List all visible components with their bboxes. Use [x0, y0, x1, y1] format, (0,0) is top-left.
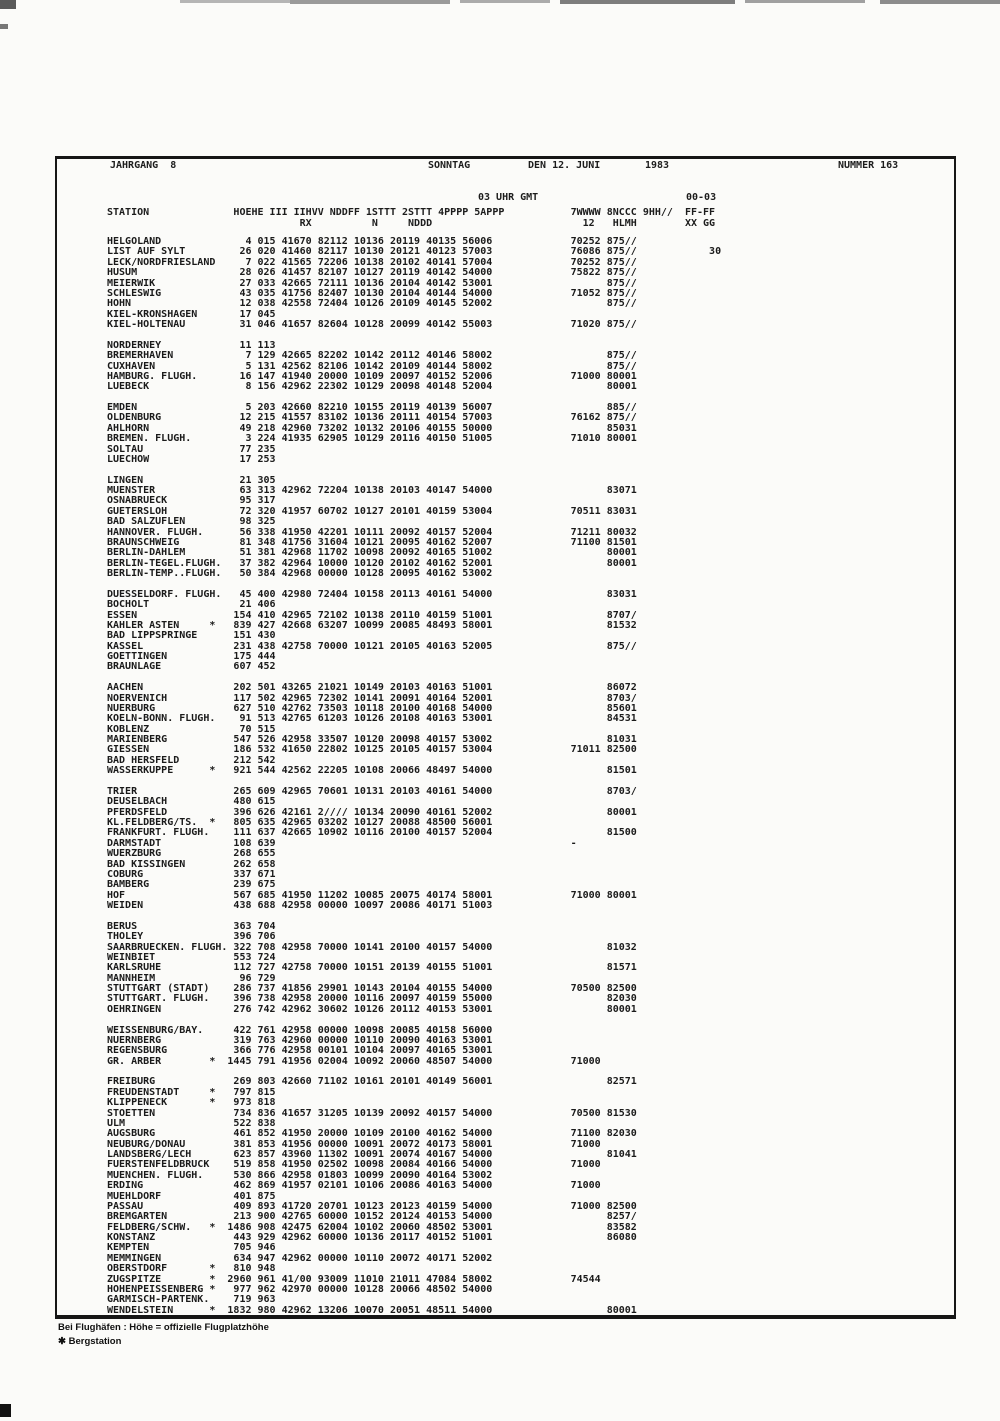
station-row: BERUS 363 704 — [107, 920, 276, 932]
station-row: SCHLESWIG 43 035 41756 82407 10130 20104 40144 54000 71052 875// — [107, 287, 637, 299]
station-row: FUERSTENFELDBRUCK 519 858 41950 02502 10098 20084 40166 54000 71000 — [107, 1159, 601, 1171]
station-row: HUSUM 28 026 41457 82107 10127 20119 40142 54000 75822 875// — [107, 267, 637, 279]
masthead-year: 1983 — [645, 160, 670, 171]
station-row: KOELN-BONN. FLUGH. 91 513 42765 61203 10126 20108 40163 53001 84531 — [107, 713, 637, 725]
column-header-line1: STATION HOEHE III IIHVV NDDFF 1STTT 2STTT 4PPPP 5APPP 7WWWW 8NCCC 9HH// FF-FF — [107, 207, 716, 218]
obs-period: 00-03 — [686, 192, 717, 203]
station-row: KAHLER ASTEN * 839 427 42668 63207 10099 20085 48493 58001 81532 — [107, 619, 637, 631]
station-row: HAMBURG. FLUGH. 16 147 41940 20000 10109 20097 40152 52006 71000 80001 — [107, 370, 637, 382]
station-row: THOLEY 396 706 — [107, 931, 276, 943]
station-row: HOHN 12 038 42558 72404 10126 20109 40145 52002 875// — [107, 298, 637, 310]
row-group-separator — [107, 1015, 721, 1025]
scan-artifact — [880, 0, 1000, 4]
masthead-weekday: SONNTAG — [428, 160, 471, 171]
masthead-date: DEN 12. JUNI — [528, 160, 601, 171]
station-row: MARIENBERG 547 526 42958 33507 10120 20098 40157 53002 81031 — [107, 734, 637, 745]
scan-artifact — [180, 0, 290, 3]
station-row: LANDSBERG/LECH 623 857 43960 11302 10091 20074 40167 54000 81041 — [107, 1149, 637, 1160]
station-row: OEHRINGEN 276 742 42962 30602 10126 20112 40153 53001 80001 — [107, 1003, 637, 1015]
scan-artifact — [0, 24, 8, 29]
station-row: WEISSENBURG/BAY. 422 761 42958 00000 10098 20085 40158 56000 — [107, 1024, 493, 1036]
station-row: CUXHAVEN 5 131 42562 82106 10142 20109 40144 58002 875// — [107, 360, 637, 372]
station-row: NOERVENICH 117 502 42965 72302 10141 20091 40164 52001 8703/ — [107, 692, 637, 704]
station-row: NORDERNEY 11 113 — [107, 339, 276, 351]
station-row: FREIBURG 269 803 42660 71102 10161 20101 40149 56001 82571 — [107, 1076, 637, 1088]
station-row: WEINBIET 553 724 — [107, 951, 276, 963]
station-row: KLIPPENECK * 973 818 — [107, 1097, 276, 1109]
station-row: BREMERHAVEN 7 129 42665 82202 10142 20112 40146 58002 875// — [107, 350, 637, 362]
station-row: LUEBECK 8 156 42962 22302 10129 20098 40148 52004 80001 — [107, 381, 637, 393]
station-row: MUEHLDORF 401 875 — [107, 1190, 276, 1202]
station-row: HOHENPEISSENBERG * 977 962 42970 00000 10128 20066 48502 54000 — [107, 1283, 493, 1295]
station-row: OBERSTDORF * 810 948 — [107, 1263, 276, 1275]
station-row: NUERBURG 627 510 42762 73503 10118 20100 40168 54000 85601 — [107, 702, 637, 714]
station-row: MEIERWIK 27 033 42665 72111 10136 20104 40142 53001 875// — [107, 277, 637, 289]
station-row: BAD LIPPSPRINGE 151 430 — [107, 630, 276, 642]
station-row: REGENSBURG 366 776 42958 00101 10104 20097 40165 53001 — [107, 1045, 493, 1057]
station-row: AHLHORN 49 218 42960 73202 10132 20106 40155 50000 85031 — [107, 422, 637, 434]
station-row: SOLTAU 77 235 — [107, 443, 276, 455]
station-row: WASSERKUPPE * 921 544 42562 22205 10108 20066 48497 54000 81501 — [107, 765, 637, 777]
station-row: GR. ARBER * 1445 791 41956 02004 10092 20060 48507 54000 71000 — [107, 1055, 601, 1067]
scan-artifact — [560, 0, 735, 4]
station-row: GIESSEN 186 532 41650 22802 10125 20105 40157 53004 71011 82500 — [107, 744, 637, 756]
station-row: KIEL-HOLTENAU 31 046 41657 82604 10128 20099 40142 55003 71020 875// — [107, 319, 637, 330]
masthead-nummer: NUMMER 163 — [838, 160, 899, 171]
station-row: KOBLENZ 70 515 — [107, 723, 276, 735]
station-row: MANNHEIM 96 729 — [107, 972, 276, 984]
station-row: AACHEN 202 501 43265 21021 10149 20103 40163 51001 86072 — [107, 682, 637, 694]
station-row: BAD HERSFELD 212 542 — [107, 754, 276, 766]
station-row: STUTTGART (STADT) 286 737 41856 29901 10143 20104 40155 54000 70500 82500 — [107, 983, 637, 994]
station-row: NUERNBERG 319 763 42960 00000 10110 20090 40163 53001 — [107, 1034, 493, 1046]
station-row: STOETTEN 734 836 41657 31205 10139 20092 40157 54000 70500 81530 — [107, 1107, 637, 1119]
station-row: KONSTANZ 443 929 42962 60000 10136 20117 40152 51001 86080 — [107, 1232, 637, 1243]
station-row: LECK/NORDFRIESLAND 7 022 41565 72206 10138 20102 40141 57004 70252 875// — [107, 256, 637, 268]
station-row: WUERZBURG 268 655 — [107, 848, 276, 860]
scan-artifact — [0, 0, 16, 9]
station-row: BAD KISSINGEN 262 658 — [107, 858, 276, 870]
station-row: HOF 567 685 41950 11202 10085 20075 40174 58001 71000 80001 — [107, 889, 637, 901]
station-row: BERLIN-DAHLEM 51 381 42968 11702 10098 20092 40165 51002 80001 — [107, 547, 637, 559]
station-row: BOCHOLT 21 406 — [107, 599, 276, 611]
station-row: PASSAU 409 893 41720 20701 10123 20123 40159 54000 71000 82500 — [107, 1200, 637, 1212]
masthead-jahrgang: JAHRGANG 8 — [110, 160, 177, 171]
station-row: DEUSELBACH 480 615 — [107, 796, 276, 808]
station-row: OSNABRUECK 95 317 — [107, 495, 276, 507]
station-row: KIEL-KRONSHAGEN 17 045 — [107, 308, 276, 320]
station-row: FRANKFURT. FLUGH. 111 637 42665 10902 10116 20100 40157 52004 81500 — [107, 827, 637, 839]
station-row: LINGEN 21 305 — [107, 474, 276, 486]
station-row: KL.FELDBERG/TS. * 805 635 42965 03202 10127 20088 48500 56001 — [107, 817, 493, 828]
footnote-airport-height: Bei Flughäfen : Höhe = offizielle Flugplatzhöhe — [58, 1322, 269, 1333]
scan-artifact — [290, 0, 450, 4]
station-row: BERLIN-TEMP..FLUGH. 50 384 42968 00000 10128 20095 40162 53002 — [107, 568, 493, 579]
station-row: STUTTGART. FLUGH. 396 738 42958 20000 10116 20097 40159 55000 82030 — [107, 993, 637, 1005]
scan-artifact — [460, 0, 550, 3]
station-row: ERDING 462 869 41957 02101 10106 20086 40163 54000 71000 — [107, 1180, 601, 1192]
station-row: BAMBERG 239 675 — [107, 879, 276, 891]
station-row: SAARBRUECKEN. FLUGH. 322 708 42958 70000 10141 20100 40157 54000 81032 — [107, 941, 637, 953]
station-row: ULM 522 838 — [107, 1117, 276, 1129]
station-row: BAD SALZUFLEN 98 325 — [107, 516, 276, 528]
station-row: GOETTINGEN 175 444 — [107, 651, 276, 662]
station-row: NEUBURG/DONAU 381 853 41956 00000 10091 20072 40173 58001 71000 — [107, 1138, 601, 1150]
station-row: ESSEN 154 410 42965 72102 10138 20110 40159 51001 8707/ — [107, 609, 637, 621]
station-row: LIST AUF SYLT 26 020 41460 82117 10130 20121 40123 57003 76086 875// 30 — [107, 246, 722, 258]
scan-artifact — [0, 1404, 11, 1417]
footnote-bergstation: ✱ Bergstation — [58, 1336, 122, 1347]
station-row: KASSEL 231 438 42758 70000 10121 20105 40163 52005 875// — [107, 640, 637, 652]
scan-artifact — [745, 0, 865, 3]
station-row: HELGOLAND 4 015 41670 82112 10136 20119 40135 56006 70252 875// — [107, 236, 637, 247]
station-row: WEIDEN 438 688 42958 00000 10097 20086 40171 51003 — [107, 900, 493, 911]
station-table — [107, 237, 721, 1316]
station-row: GARMISCH-PARTENK. 719 963 — [107, 1294, 276, 1306]
station-row: OLDENBURG 12 215 41557 83102 10136 20111 40154 57003 76162 875// — [107, 412, 637, 424]
station-row: DARMSTADT 108 639 - — [107, 837, 577, 849]
station-row: MUENCHEN. FLUGH. 530 866 42958 01803 10099 20090 40164 53002 — [107, 1169, 493, 1181]
station-row: PFERDSFELD 396 626 42161 2//// 10134 20090 40161 52002 80001 — [107, 806, 637, 818]
station-row: COBURG 337 671 — [107, 868, 276, 880]
station-row: FREUDENSTADT * 797 815 — [107, 1086, 276, 1098]
station-row: HANNOVER. FLUGH. 56 338 41950 42201 10111 20092 40157 52004 71211 80032 — [107, 526, 637, 538]
station-row: MEMMINGEN 634 947 42962 00000 10110 20072 40171 52002 — [107, 1252, 493, 1264]
station-row: EMDEN 5 203 42660 82210 10155 20119 40139 56007 885// — [107, 402, 637, 413]
station-row: BRAUNLAGE 607 452 — [107, 661, 276, 673]
station-row: BRAUNSCHWEIG 81 348 41756 31604 10121 20095 40162 52007 71100 81501 — [107, 536, 637, 548]
station-row: BREMEN. FLUGH. 3 224 41935 62905 10129 20116 40150 51005 71010 80001 — [107, 433, 637, 445]
column-header-line2: RX N NDDD 12 HLMH XX GG — [107, 218, 716, 229]
station-row: FELDBERG/SCHW. * 1486 908 42475 62004 10102 20060 48502 53001 83582 — [107, 1221, 637, 1233]
station-row: KARLSRUHE 112 727 42758 70000 10151 20139 40155 51001 81571 — [107, 962, 637, 974]
station-row: KEMPTEN 705 946 — [107, 1242, 276, 1254]
station-row: BREMGARTEN 213 900 42765 60000 10152 20124 40153 54000 8257/ — [107, 1211, 637, 1223]
station-row: GUETERSLOH 72 320 41957 60702 10127 20101 40159 53004 70511 83031 — [107, 505, 637, 517]
station-row: BERLIN-TEGEL.FLUGH. 37 382 42964 10000 10120 20102 40162 52001 80001 — [107, 557, 637, 569]
station-row: AUGSBURG 461 852 41950 20000 10109 20100 40162 54000 71100 82030 — [107, 1128, 637, 1140]
station-row: LUECHOW 17 253 — [107, 453, 276, 465]
station-row: DUESSELDORF. FLUGH. 45 400 42980 72404 10158 20113 40161 54000 83031 — [107, 588, 637, 600]
station-row: WENDELSTEIN * 1832 980 42962 13206 10070 20051 48511 54000 80001 — [107, 1304, 637, 1316]
station-row: TRIER 265 609 42965 70601 10131 20103 40161 54000 8703/ — [107, 785, 637, 797]
obs-time: 03 UHR GMT — [478, 192, 539, 203]
station-row: MUENSTER 63 313 42962 72204 10138 20103 40147 54000 83071 — [107, 485, 637, 496]
station-row: ZUGSPITZE * 2960 961 41/00 93009 11010 21011 47084 58002 74544 — [107, 1273, 601, 1285]
